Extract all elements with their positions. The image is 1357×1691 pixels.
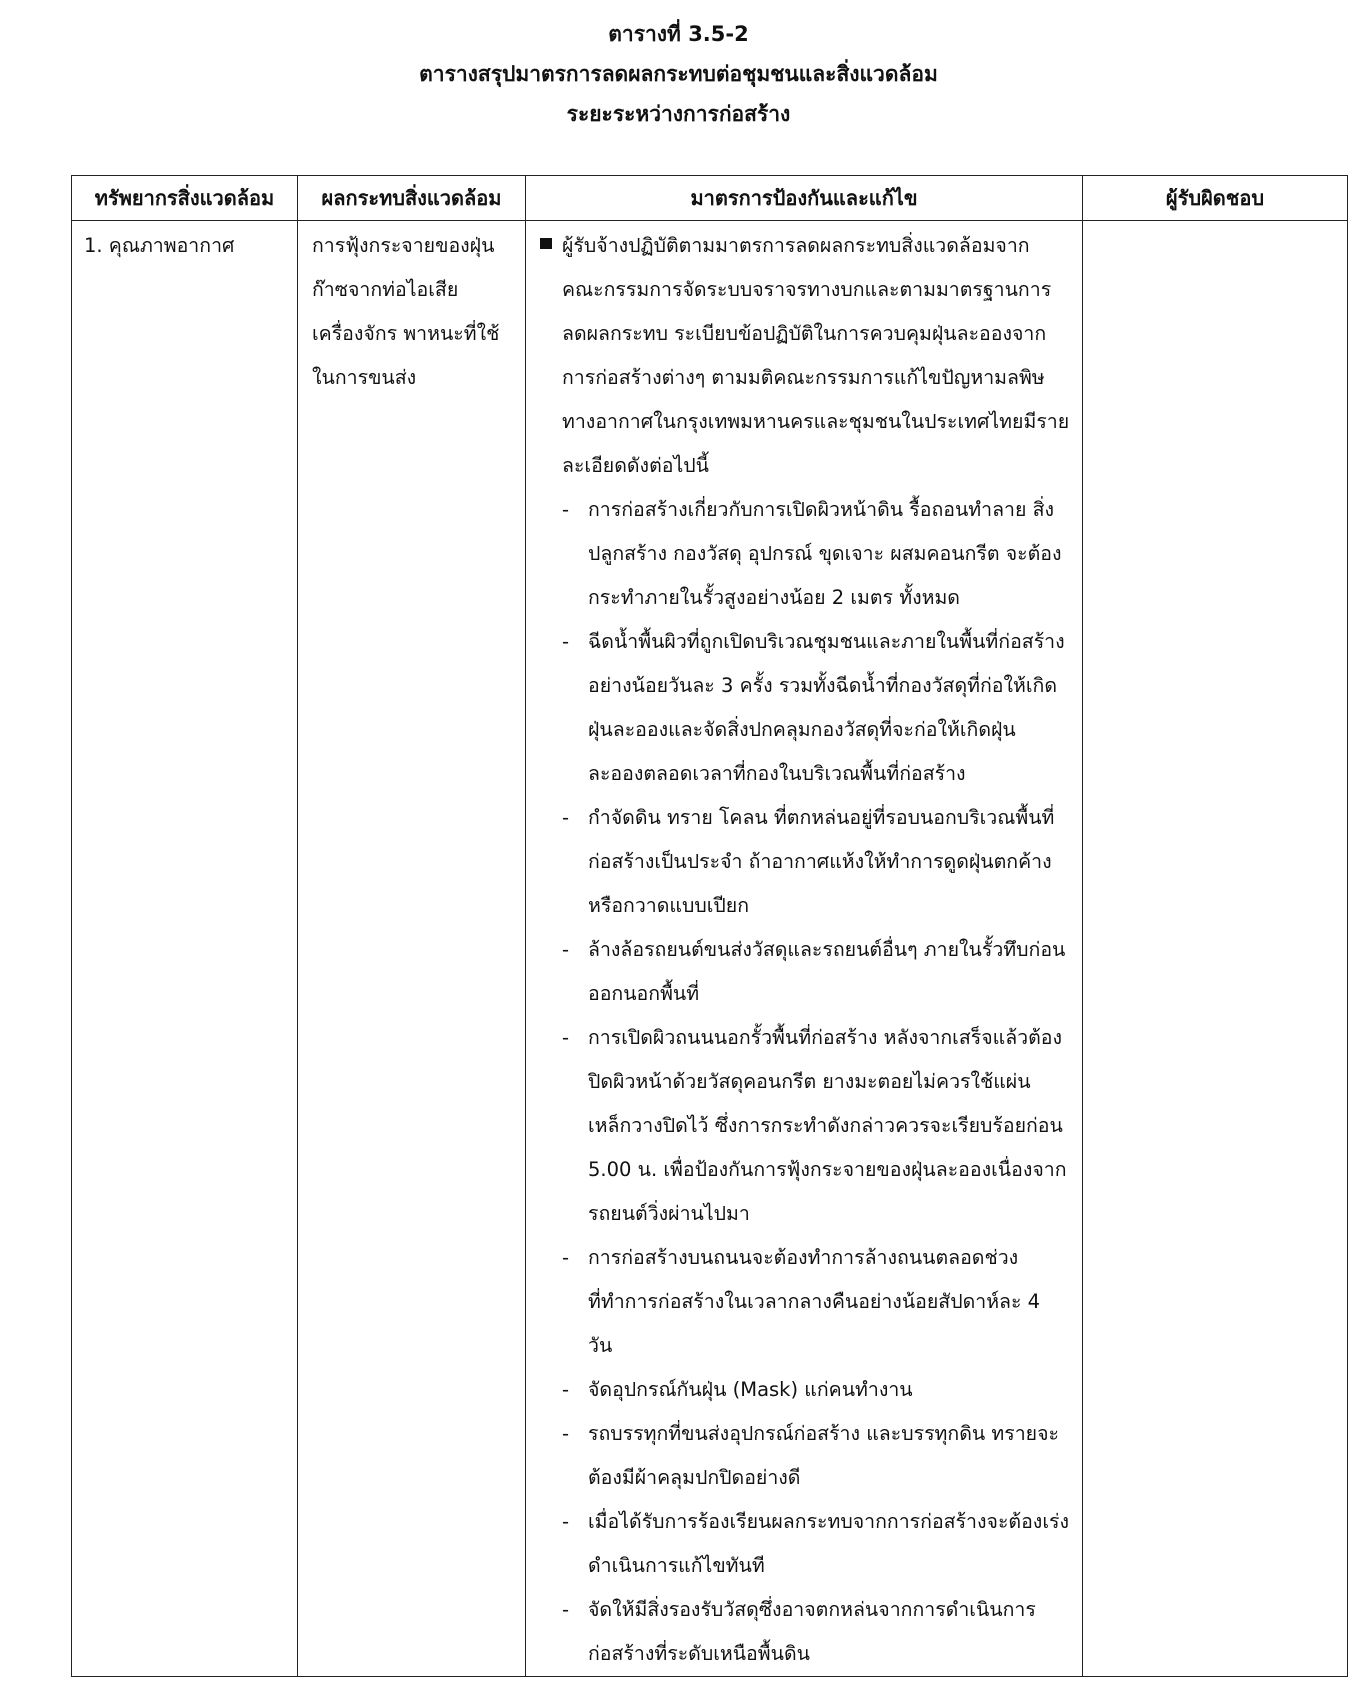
cell-responsible <box>1083 221 1348 1677</box>
measure-item-text: รถบรรทุกที่ขนส่งอุปกรณ์ก่อสร้าง และบรรทุกดิน ทรายจะต้องมีผ้าคลุมปกปิดอย่างดี <box>588 1422 1059 1489</box>
dash-marker: - <box>562 1510 570 1533</box>
measure-item-text: จัดให้มีสิ่งรองรับวัสดุซึ่งอาจตกหล่นจากการดำเนินการก่อสร้างที่ระดับเหนือพื้นดิน <box>588 1598 1036 1665</box>
impact-text: การฟุ้งกระจายของฝุ่น ก๊าซจากท่อไอเสีย เครื่องจักร พาหนะที่ใช้ในการขนส่ง <box>312 234 500 389</box>
measure-item-text: ฉีดน้ำพื้นผิวที่ถูกเปิดบริเวณชุมชนและภายในพื้นที่ก่อสร้างอย่างน้อยวันละ 3 ครั้ง รวมทั้งฉีดน้ำที่กองวัสดุที่ก่อให้เกิดฝุ่นละอองและจัดสิ่งปกคลุมกองวัสดุที่จะก่อให้เกิดฝุ่นละอองตลอดเวลาที่กองในบริเวณพื้นที่ก่อสร้าง <box>588 630 1065 785</box>
list-item <box>562 1016 1070 1236</box>
measure-list <box>540 488 1070 1676</box>
dash-marker: - <box>562 630 570 653</box>
measure-item-text: จัดอุปกรณ์กันฝุ่น (Mask) แก่คนทำงาน <box>588 1378 913 1401</box>
header-responsible: ผู้รับผิดชอบ <box>1083 176 1348 221</box>
measure-item-text: การเปิดผิวถนนนอกรั้วพื้นที่ก่อสร้าง หลังจากเสร็จแล้วต้องปิดผิวหน้าด้วยวัสดุคอนกรีต ยางมะตอยไม่ควรใช้แผ่นเหล็กวางปิดไว้ ซึ่งการกระทำดังกล่าวควรจะเรียบร้อยก่อน 5.00 น. เพื่อป้องกันการฟุ้งกระจายของฝุ่นละอองเนื่องจากรถยนต์วิ่งผ่านไปมา <box>588 1026 1067 1225</box>
dash-marker: - <box>562 806 570 829</box>
measure-intro-text: ผู้รับจ้างปฏิบัติตามมาตรการลดผลกระทบสิ่งแวดล้อมจากคณะกรรมการจัดระบบจราจรทางบกและตามมาตรฐานการลดผลกระทบ ระเบียบข้อปฏิบัติในการควบคุมฝุ่นละอองจากการก่อสร้างต่างๆ ตามมติคณะกรรมการแก้ไขปัญหามลพิษทางอากาศในกรุงเทพมหานครและชุมชนในประเทศไทยมีรายละเอียดดังต่อไปนี้ <box>562 234 1070 477</box>
dash-marker: - <box>562 938 570 961</box>
header-measures: มาตรการป้องกันและแก้ไข <box>526 176 1083 221</box>
measure-item-text: การก่อสร้างบนถนนจะต้องทำการล้างถนนตลอดช่วงที่ทำการก่อสร้างในเวลากลางคืนอย่างน้อยสัปดาห์ละ 4 วัน <box>588 1246 1041 1357</box>
table-header-row <box>72 176 1348 221</box>
cell-measures <box>526 221 1083 1677</box>
cell-impact <box>298 221 526 1677</box>
measure-item-text: เมื่อได้รับการร้องเรียนผลกระทบจากการก่อสร้างจะต้องเร่งดำเนินการแก้ไขทันที <box>588 1510 1069 1577</box>
list-item <box>562 928 1070 1016</box>
document-title <box>0 14 1357 134</box>
measure-intro <box>540 224 1070 488</box>
list-item <box>562 1588 1070 1676</box>
list-item <box>562 1412 1070 1500</box>
list-item <box>562 796 1070 928</box>
dash-marker: - <box>562 1378 570 1401</box>
list-item <box>562 1500 1070 1588</box>
resource-text: 1. คุณภาพอากาศ <box>84 234 235 257</box>
measure-item-text: ล้างล้อรถยนต์ขนส่งวัสดุและรถยนต์อื่นๆ ภายในรั้วทึบก่อนออกนอกพื้นที่ <box>588 938 1066 1005</box>
header-resource: ทรัพยากรสิ่งแวดล้อม <box>72 176 298 221</box>
measure-item-text: การก่อสร้างเกี่ยวกับการเปิดผิวหน้าดิน รื้อถอนทำลาย สิ่งปลูกสร้าง กองวัสดุ อุปกรณ์ ขุดเจาะ ผสมคอนกรีต จะต้องกระทำภายในรั้วสูงอย่างน้อย 2 เมตร ทั้งหมด <box>588 498 1062 609</box>
list-item <box>562 488 1070 620</box>
square-bullet-icon <box>540 238 552 249</box>
table-number: ตารางที่ 3.5-2 <box>608 22 749 46</box>
table-subtitle: ระยะระหว่างการก่อสร้าง <box>566 102 791 126</box>
table-title: ตารางสรุปมาตรการลดผลกระทบต่อชุมชนและสิ่งแวดล้อม <box>419 62 938 86</box>
dash-marker: - <box>562 498 570 521</box>
measure-item-text: กำจัดดิน ทราย โคลน ที่ตกหล่นอยู่ที่รอบนอกบริเวณพื้นที่ก่อสร้างเป็นประจำ ถ้าอากาศแห้งให้ทำการดูดฝุ่นตกค้างหรือกวาดแบบเปียก <box>588 806 1055 917</box>
cell-resource <box>72 221 298 1677</box>
list-item <box>562 1236 1070 1368</box>
list-item <box>562 1368 1070 1412</box>
dash-marker: - <box>562 1246 570 1269</box>
mitigation-table <box>71 175 1348 1677</box>
list-item <box>562 620 1070 796</box>
dash-marker: - <box>562 1422 570 1445</box>
dash-marker: - <box>562 1026 570 1049</box>
dash-marker: - <box>562 1598 570 1621</box>
table-row <box>72 221 1348 1677</box>
header-impact: ผลกระทบสิ่งแวดล้อม <box>298 176 526 221</box>
